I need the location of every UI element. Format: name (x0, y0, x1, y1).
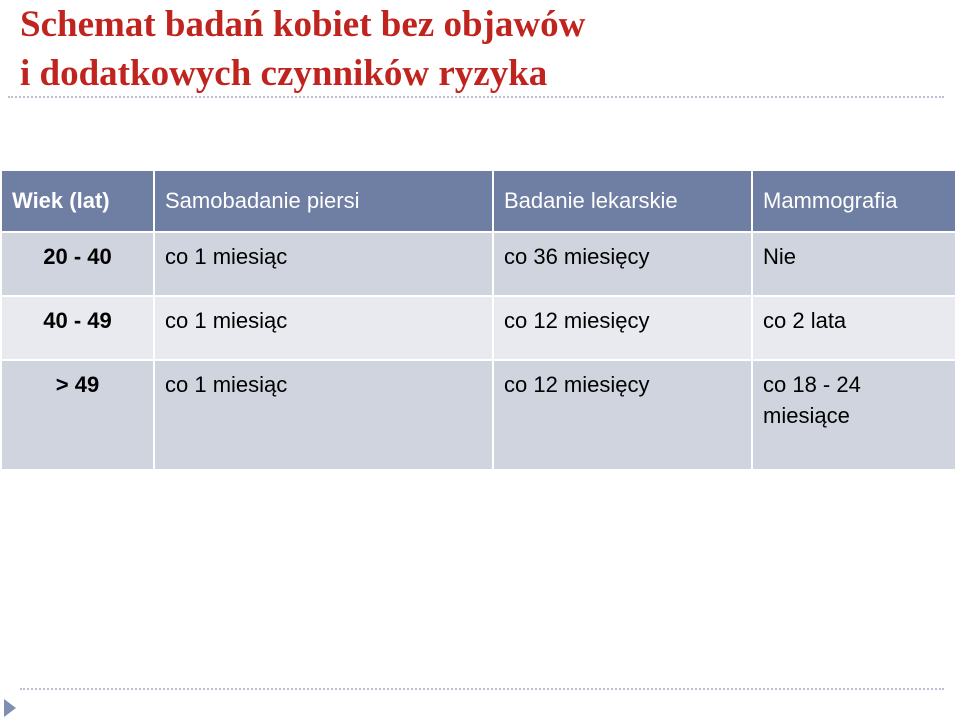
cell-self-exam: co 1 miesiąc (155, 297, 494, 361)
cell-mammography: co 2 lata (753, 297, 955, 361)
table-row (2, 233, 955, 297)
cell-self-exam: co 1 miesiąc (155, 233, 494, 297)
cell-mammography: Nie (753, 233, 955, 297)
cell-clinical-exam: co 36 miesięcy (494, 233, 753, 297)
table-header-row (2, 171, 955, 233)
table-row (2, 297, 955, 361)
slide-title-line-2: i dodatkowych czynników ryzyka (20, 53, 548, 94)
table-row (2, 361, 955, 471)
cell-age: 40 - 49 (2, 297, 155, 361)
cell-age: 20 - 40 (2, 233, 155, 297)
cell-self-exam: co 1 miesiąc (155, 361, 494, 471)
header-clinical-exam: Badanie lekarskie (494, 171, 753, 233)
slide-title-line-1: Schemat badań kobiet bez objawów (20, 4, 586, 45)
header-self-exam: Samobadanie piersi (155, 171, 494, 233)
cell-clinical-exam: co 12 miesięcy (494, 361, 753, 471)
bottom-divider (20, 688, 944, 690)
cell-age: > 49 (2, 361, 155, 471)
header-age: Wiek (lat) (2, 171, 155, 233)
top-divider (8, 96, 944, 98)
header-mammography: Mammografia (753, 171, 955, 233)
cell-clinical-exam: co 12 miesięcy (494, 297, 753, 361)
screening-schedule-table (2, 171, 955, 471)
cell-mammography: co 18 - 24 miesiące (753, 361, 955, 471)
triangle-bullet-icon (4, 699, 16, 717)
slide-title (20, 0, 940, 98)
